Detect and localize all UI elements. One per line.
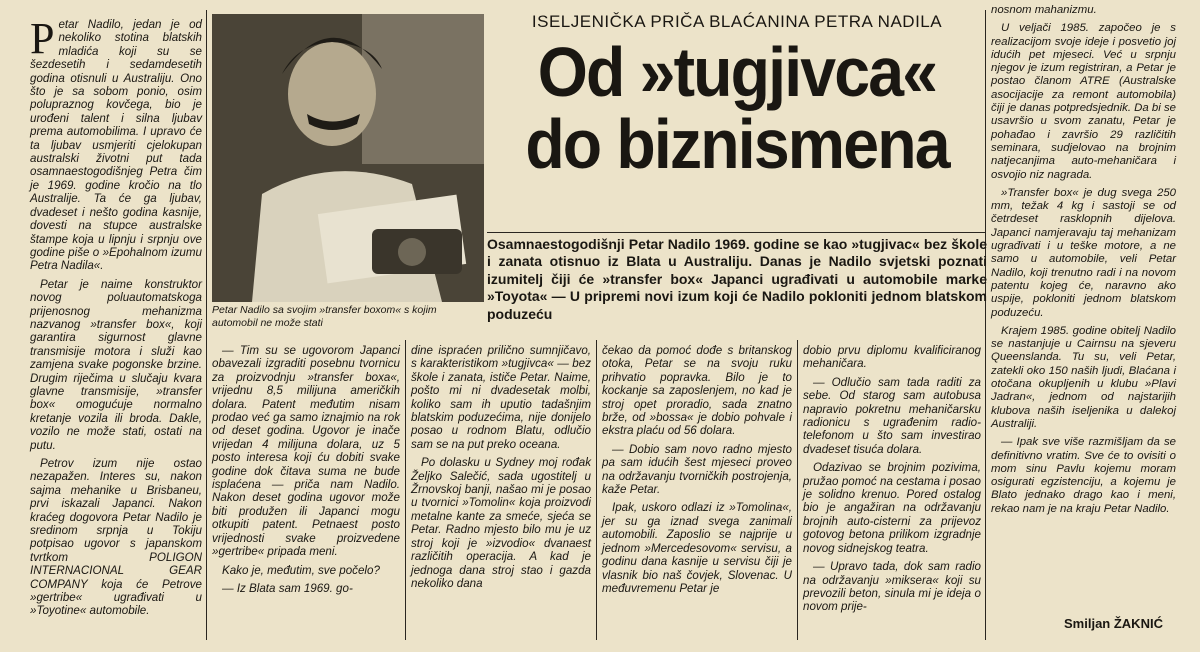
- paragraph: Ipak, uskoro odlazi iz »Tomolina«, jer su ga iznad svega zanimali automobili. Zaposlio se najprije u jednom »Mercedesovom« servisu, a godinu dana kasnije u servisu čiji je vlasnik bio naš čovjek, Slovenac. U međuvremenu Petar je: [602, 501, 792, 595]
- article-column-2: [212, 344, 400, 600]
- photo-caption: Petar Nadilo sa svojim »transfer boxom« s kojim automobil ne može stati: [212, 304, 437, 329]
- column-rule: [206, 10, 207, 640]
- paragraph: — Iz Blata sam 1969. go-: [222, 581, 353, 595]
- byline: Smiljan ŽAKNIĆ: [1064, 616, 1163, 631]
- paragraph: — Ipak sve više razmišljam da se definitivno vratim. Sve će to ovisiti o mom sinu Pavlu kojemu moram osigurati egzistenciju, a kojemu je Blato jednako drago kao i meni, rekao nam je na kraju Petar Nadilo.: [991, 436, 1176, 515]
- paragraph: Petrov izum nije ostao nezapažen. Interes su, nakon sajma mehanike u Brisbaneu, prvi iskazali Japanci. Nakon kraćeg dogovora Petar Nadilo je sredinom srpnja u Tokiju potpisao ugovor s japanskom tvrtkom POLIGON INTERNACIONAL GEAR COMPANY koja će Petrove »gertribe« ugrađivati u »Toyotine« automobile.: [30, 457, 202, 618]
- paragraph: Petar je naime konstruktor novog poluautomatskoga prijenosnog mehanizma nazvanog »transfer box«, koji garantira sigurnost glavne transmisije motora i služi kao zamjena svake pogonske brzine. Drugim riječima u slučaju kvara glavne transmisije, »transfer box« omogućuje normalno kretanje vozila ili broda. Dakle, vozilo ne može stati, ostati na putu.: [30, 277, 202, 452]
- kicker: ISELJENIČKA PRIČA BLAĆANINA PETRA NADILA: [531, 12, 943, 31]
- article-column-6: [991, 4, 1176, 521]
- lead-rule: [487, 232, 985, 233]
- paragraph: Krajem 1985. godine obitelj Nadilo se nastanjuje u Cairnsu na sjeveru Queenslanda. Tu su, veli Petar, zatekli oko 150 naših ljudi, Blaćana i otočana okupljenih u klubu »Plavi Jadran«, jednom od najstarijih klubova naših iseljenika u dalekoj Australiji.: [991, 324, 1176, 430]
- column-rule: [985, 10, 986, 640]
- drop-cap: P: [30, 14, 55, 63]
- article-column-1: [30, 14, 202, 623]
- column-rule: [405, 340, 406, 640]
- paragraph: — Tim su se ugovorom Japanci obavezali izgraditi posebnu tvornicu za proizvodnju »transfer boxa«, vrijednu 8,5 milijuna američkih dolara. Patent međutim nisam prodao već ga samo iznajmio na rok od deset godina. Ugovor je inače vrijedan 4 milijuna dolara, uz 5 posto interesa koji ću dobiti svake godine dok čitava suma ne bude isplaćena — priča nam Nadilo. Nakon deset godina ugovor može biti produžen ili Japanci mogu otkupiti patent. Petnaest posto vrijednosti svake proizvedene »gertribe« pripada meni.: [212, 344, 400, 559]
- paragraph: čekao da pomoć dođe s britanskog otoka, Petar se na svoju ruku prihvatio popravka. Bilo je to kockanje sa zaposlenjem, no kad je stroj opet proradio, sada znatno brže, od »bossa« je dobio pohvale i ekstra plaću od 56 dolara.: [602, 344, 792, 438]
- headline-line-1: Od »tugjivca«: [537, 33, 937, 111]
- paragraph: Po dolasku u Sydney moj rođak Željko Salečić, sada ugostitelj u Žrnovskoj banji, našao mi je posao u tvornici »Tomolin« koja proizvodi metalne kante za smeće, sjeća se Petar. Radno mjesto bilo mu je uz stroj koji je »izvodio« dvanaest različitih operacija. A kad je jednoga dana stroj stao i gazda nekoliko dana: [411, 456, 591, 590]
- portrait-photo: [212, 14, 484, 302]
- lead-paragraph: Osamnaestogodišnji Petar Nadilo 1969. godine se kao »tugjivac« bez škole i zanata otisnuo iz Blata u Australiju. Danas je Nadilo svjetski poznati izumitelj čiji će »transfer box« Japanci ugrađivati u automobile marke »Toyota« — U pripremi novi izum koji će Nadilo pokloniti jednom blatskom poduzeću: [487, 236, 987, 322]
- column-rule: [596, 340, 597, 640]
- headline: [510, 33, 964, 183]
- paragraph: Odazivao se brojnim pozivima, pružao pomoć na cestama i posao je solidno krenuo. Pored ostalog bio je angažiran na održavanju brojnih auto-cisterni za prijevoz gotovog betona prilikom izgradnje novog sidnejskog teatra.: [803, 461, 981, 555]
- paragraph: — Odlučio sam tada raditi za sebe. Od starog sam autobusa napravio pokretnu mehaničarsku radionicu s ugrađenim radio-telefonom u što sam investirao dvadeset tisuća dolara.: [803, 375, 981, 456]
- paragraph: dobio prvu diplomu kvalificiranog mehaničara.: [803, 344, 981, 371]
- paragraph: — Upravo tada, dok sam radio na održavanju »miksera« koji su prevozili beton, sinula mi je ideja o novom prije-: [803, 560, 981, 614]
- paragraph: etar Nadilo, jedan je od nekoliko stotina blatskih mladića koji su se šezdesetih i sedamdesetih godina otisnuli u Australiju. Ono što je sa sobom ponio, osim polupraznog kovčega, bio je urođeni talent i silna ljubav prema automobilima. I upravo će ta ljubav usmjeriti cjelokupan australski životni put tada osamnaestogodišnjeg Petra čim je 1969. godine kročio na tlo Australije. Ta će ga ljubav, dvadeset i nešto godina kasnije, dovesti na stupce australske štampe koja u lipnju i srpnju ove godine piše o »Epohalnom izumu Petra Nadila«.: [30, 18, 202, 273]
- paragraph: nosnom mahanizmu.: [991, 4, 1097, 16]
- photo-illustration: [212, 14, 484, 302]
- paragraph: Kako je, međutim, sve počelo?: [222, 563, 380, 577]
- article-column-5: [803, 344, 981, 619]
- paragraph: U veljači 1985. započeo je s realizacijom svoje ideje i posvetio joj idućih pet mjeseci. Već u srpnju njegov je izum registriran, a Petar je postao članom ATRE (Australske asocijacije za remont automobila) čiji je danas potpredsjednik. Da bi se usavršio u svom zanatu, Petar je pohađao i završio 29 različitih seminara, sudjelovao na brojnim natjecanjima auto-mehaničara i osvojio niz nagrada.: [991, 22, 1176, 181]
- column-rule: [797, 340, 798, 640]
- paragraph: dine ispraćen prilično sumnjičavo, s karakteristikom »tugjivca« — bez škole i zanata, ističe Petar. Naime, pošto mi ni dvadesetak molbi, koliko sam ih uputio tadašnjim blatskim poduzećima, nije donijelo posao u rodnom Blatu, odlučio sam se na put preko oceana.: [411, 344, 591, 451]
- paragraph: — Dobio sam novo radno mjesto pa sam idućih šest mjeseci proveo na održavanju tvorničkih postrojenja, kaže Petar.: [602, 442, 792, 497]
- article-column-3: [411, 344, 591, 595]
- headline-line-2: do biznismena: [525, 105, 949, 183]
- paragraph: »Transfer box« je dug svega 250 mm, težak 4 kg i sastoji se od četrdeset rasklopnih dijelova. Japanci namjeravaju taj mehanizam ugrađivati i u teške motore, a ne samo u automobile, veli Petar Nadilo, koji trenutno radi i na novom patentu kojeg će, naravno ako uspije, pokloniti jednom blatskom poduzeću.: [991, 186, 1176, 319]
- article-column-4: [602, 344, 792, 600]
